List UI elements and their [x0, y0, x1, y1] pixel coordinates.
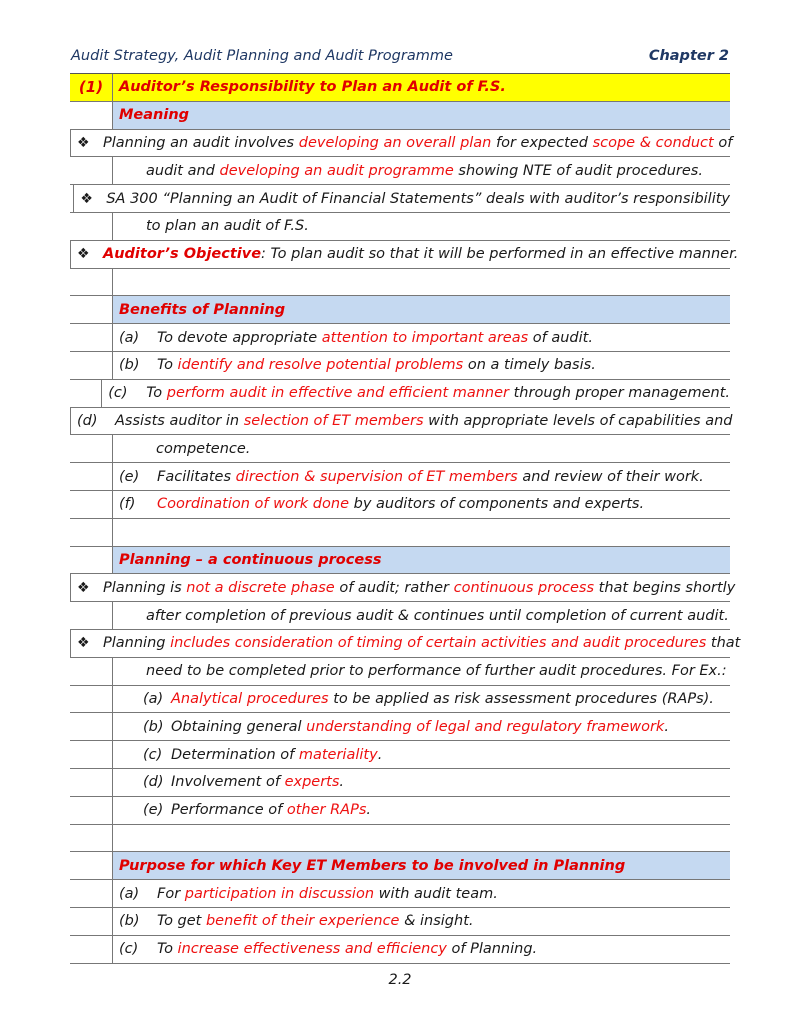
- section-heading-meaning: Meaning: [113, 102, 730, 129]
- topic-title: Auditor’s Responsibility to Plan an Audit of F.S.: [119, 79, 506, 96]
- list-item: (b) To get benefit of their experience & insight.: [70, 908, 730, 936]
- chapter-label: Chapter 2: [648, 48, 729, 64]
- diamond-bullet-icon: ❖: [77, 579, 90, 596]
- diamond-bullet-icon: ❖: [80, 190, 93, 207]
- diamond-bullet-icon: ❖: [77, 134, 90, 151]
- list-item: (e) Facilitates direction & supervision of ET members and review of their work.: [70, 463, 730, 491]
- list-item: ❖ Planning includes consideration of timing of certain activities and audit procedures that: [70, 630, 730, 658]
- sub-list-item: (e) Performance of other RAPs .: [70, 797, 730, 825]
- blank-row: [70, 519, 730, 547]
- list-item: (b) To identify and resolve potential problems on a timely basis.: [70, 352, 730, 380]
- list-item: ❖ Auditor’s Objective : To plan audit so that it will be performed in an effective manner.: [70, 241, 730, 269]
- objective-label: Auditor’s Objective: [103, 246, 262, 263]
- page-number: 2.2: [388, 972, 412, 988]
- topic-title-row: [70, 74, 730, 102]
- section-heading-row: [70, 547, 730, 575]
- sub-list-item: (c) Determination of materiality .: [70, 741, 730, 769]
- list-item: (c) To increase effectiveness and efficiency of Planning.: [70, 936, 730, 964]
- list-item: (a) For participation in discussion with audit team.: [70, 880, 730, 908]
- blank-row: [70, 825, 730, 853]
- section-heading-row: [70, 852, 730, 880]
- diamond-bullet-icon: ❖: [77, 635, 90, 652]
- list-item: (f) Coordination of work done by auditors of components and experts.: [70, 491, 730, 519]
- list-item-continuation: to plan an audit of F.S.: [70, 213, 730, 241]
- list-item: (c) To perform audit in effective and efficient manner through proper management.: [70, 380, 730, 408]
- running-header: [71, 48, 729, 68]
- header-title: Audit Strategy, Audit Planning and Audit Programme: [71, 48, 453, 64]
- notes-table: [70, 73, 741, 964]
- list-item-continuation: competence.: [70, 435, 730, 463]
- sub-list-item: (a) Analytical procedures to be applied as risk assessment procedures (RAPs).: [70, 686, 730, 714]
- blank-row: [70, 269, 730, 297]
- sub-list-item: (d) Involvement of experts .: [70, 769, 730, 797]
- list-item: ❖ SA 300 “Planning an Audit of Financial Statements” deals with auditor’s responsibility: [70, 185, 730, 213]
- list-item-continuation: audit and developing an audit programme showing NTE of audit procedures.: [70, 157, 730, 185]
- list-item: (d) Assists auditor in selection of ET members with appropriate levels of capabilities and: [70, 408, 730, 436]
- section-heading-purpose: Purpose for which Key ET Members to be involved in Planning: [113, 852, 730, 879]
- topic-number: (1): [70, 74, 113, 101]
- list-item: (a) To devote appropriate attention to important areas of audit.: [70, 324, 730, 352]
- list-item-continuation: after completion of previous audit & continues until completion of current audit.: [70, 602, 730, 630]
- section-heading-benefits: Benefits of Planning: [113, 296, 730, 323]
- list-item: ❖ Planning an audit involves developing an overall plan for expected scope & conduct of: [70, 130, 730, 158]
- list-item: ❖ Planning is not a discrete phase of audit; rather continuous process that begins shortly: [70, 574, 730, 602]
- sub-list-item: (b) Obtaining general understanding of legal and regulatory framework .: [70, 713, 730, 741]
- diamond-bullet-icon: ❖: [77, 246, 90, 263]
- section-heading-continuous: Planning – a continuous process: [113, 547, 730, 574]
- list-item-continuation: need to be completed prior to performance of further audit procedures. For Ex.:: [70, 658, 730, 686]
- section-heading-row: [70, 296, 730, 324]
- section-heading-row: [70, 102, 730, 130]
